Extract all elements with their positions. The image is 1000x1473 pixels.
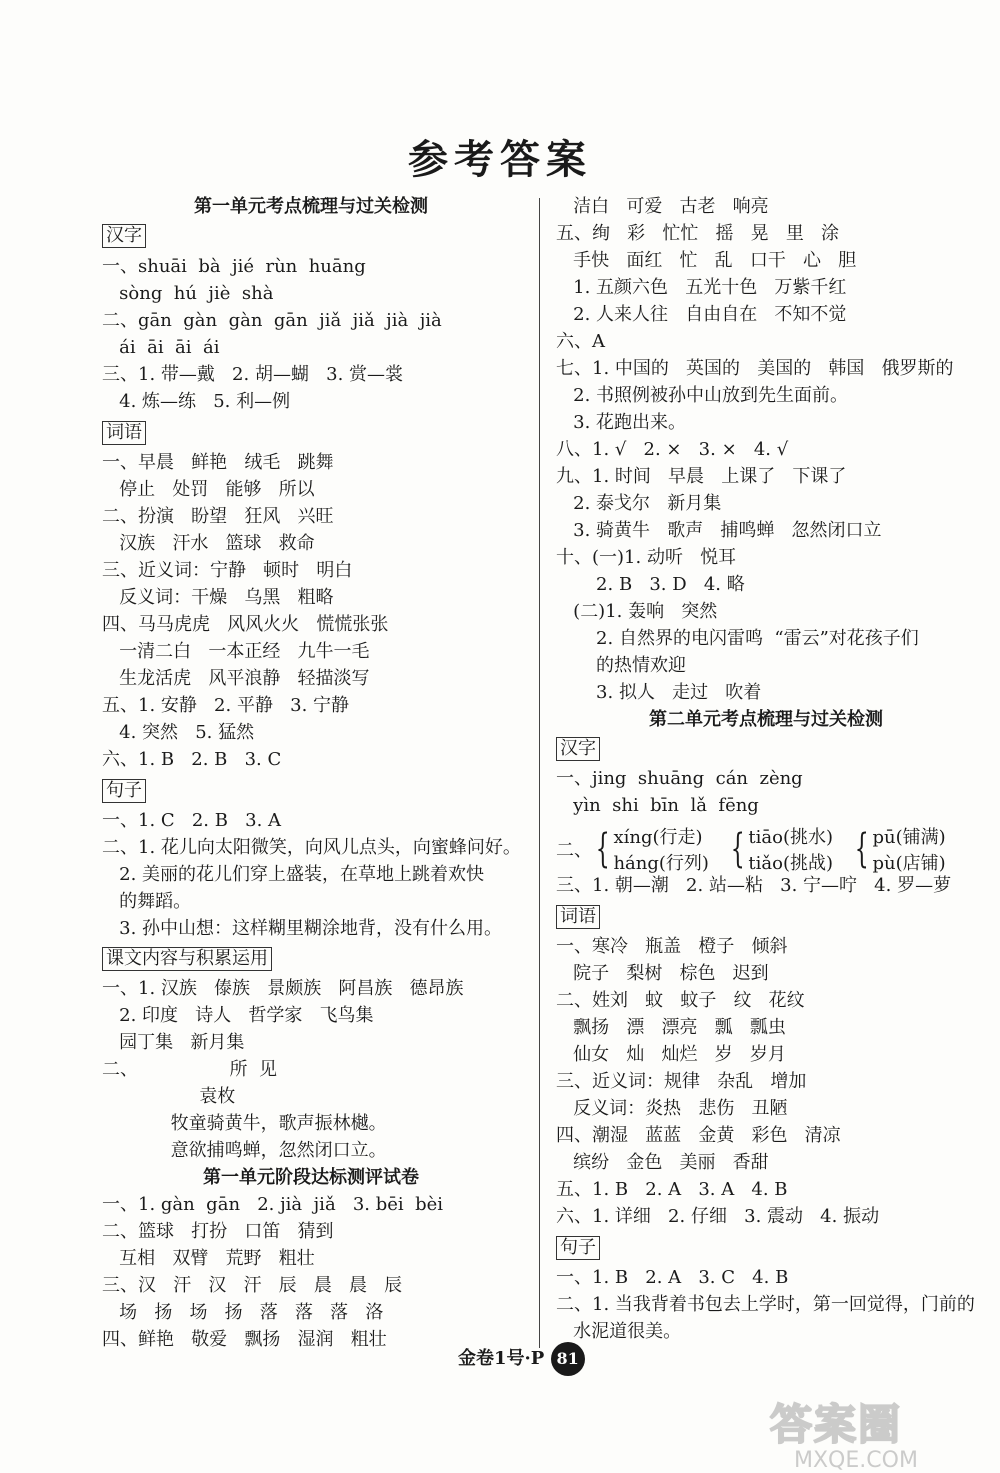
answer-line: 2. 印度 诗人 哲学家 飞鸟集	[102, 1005, 374, 1026]
watermark	[770, 1392, 980, 1473]
answer-line: 互相 双臂 荒野 粗壮	[102, 1248, 315, 1269]
footer-label: 金卷1号·P	[458, 1348, 545, 1369]
answer-line: 二、姓刘 蚊 蚊子 纹 花纹	[556, 990, 805, 1011]
answer-line: 3. 孙中山想：这样糊里糊涂地背，没有什么用。	[102, 918, 503, 939]
category-label	[556, 1236, 600, 1260]
answer-line: 一、寒冷 瓶盖 橙子 倾斜	[556, 936, 788, 957]
answer-line: 1. 五颜六色 五光十色 万紫千红	[556, 277, 847, 298]
answer-line: 二、篮球 打扮 口笛 猜到	[102, 1221, 334, 1242]
answer-line: 八、1. √ 2. × 3. × 4. √	[556, 439, 789, 460]
reading-item: xíng(行走)	[613, 827, 703, 848]
answer-line: 二、1. 当我背着书包去上学时，第一回觉得，门前的	[556, 1294, 975, 1315]
answer-line: 生龙活虎 风平浪静 轻描淡写	[102, 668, 370, 689]
category-box: 词语	[102, 421, 146, 445]
reading-pair	[872, 825, 945, 877]
answer-line: 三、汉 汗 汉 汗 辰 晨 晨 辰	[102, 1275, 403, 1296]
answer-line: 水泥道很美。	[556, 1321, 682, 1342]
answer-line: 2. 人来人往 自由自在 不知不觉	[556, 304, 847, 325]
reading-pair	[748, 825, 833, 877]
answer-line: 洁白 可爱 古老 响亮	[556, 196, 769, 217]
answer-line: 院子 梨树 棕色 迟到	[556, 963, 769, 984]
page-title: 参考答案	[408, 136, 592, 183]
answer-line: 一、shuāi bà jié rùn huāng	[102, 256, 366, 277]
answer-line: 二、扮演 盼望 狂风 兴旺	[102, 506, 334, 527]
answer-line: 三、1. 朝—潮 2. 站—粘 3. 宁—咛 4. 罗—萝	[556, 875, 952, 896]
category-label	[102, 421, 146, 445]
answer-line: 三、近义词：规律 杂乱 增加	[556, 1071, 807, 1092]
answer-line: 2. B 3. D 4. 略	[556, 574, 745, 595]
answer-line: 2. 美丽的花儿们穿上盛装，在草地上跳着欢快	[102, 864, 485, 885]
section-heading: 第一单元考点梳理与过关检测	[194, 196, 428, 217]
item-prefix: 二、	[556, 840, 592, 861]
reading-item: háng(行列)	[613, 853, 709, 874]
answer-line: 场 扬 场 扬 落 落 落 洛	[102, 1302, 384, 1323]
answer-line: 停止 处罚 能够 所以	[102, 479, 315, 500]
category-label	[102, 224, 146, 248]
answer-line: 飘扬 漂 漂亮 瓢 瓢虫	[556, 1017, 786, 1038]
answer-line	[556, 823, 964, 877]
column-divider	[539, 198, 540, 1348]
answer-line: 手快 面红 忙 乱 口干 心 胆	[556, 250, 857, 271]
answer-line: 一、1. B 2. A 3. C 4. B	[556, 1267, 789, 1288]
page-footer	[458, 1342, 585, 1376]
answer-line: 2. 自然界的电闪雷鸣 “雷云”对花孩子们	[556, 628, 919, 649]
answer-line: 的热情欢迎	[556, 655, 687, 676]
answer-line: 一、jing shuāng cán zèng	[556, 768, 803, 789]
reading-pair	[613, 825, 708, 877]
answer-line: 六、A	[556, 331, 605, 352]
answer-line: 五、绚 彩 忙忙 摇 晃 里 涂	[556, 223, 839, 244]
answer-line: 园丁集 新月集	[102, 1032, 245, 1053]
answer-line: 五、1. B 2. A 3. A 4. B	[556, 1179, 788, 1200]
answer-line: yìn shi bīn lǎ fēng	[556, 795, 759, 816]
answer-line: 二、gān gàn gàn gān jiǎ jiǎ jià jià	[102, 310, 442, 331]
answer-line: 3. 骑黄牛 歌声 捕鸣蝉 忽然闭口立	[556, 520, 882, 541]
answer-line: 汉族 汗水 篮球 救命	[102, 533, 315, 554]
category-box: 汉字	[102, 224, 146, 248]
brace-mark: {	[730, 826, 745, 872]
answer-line: 三、1. 带—戴 2. 胡—蝴 3. 赏—裳	[102, 364, 404, 385]
reading-item: tiāo(挑水)	[748, 827, 833, 848]
watermark-text: 答案圈	[770, 1400, 903, 1449]
answer-line: 意欲捕鸣蝉，忽然闭口立。	[102, 1140, 387, 1161]
answer-line: 缤纷 金色 美丽 香甜	[556, 1152, 769, 1173]
category-box: 汉字	[556, 737, 600, 761]
answer-line: 一、早晨 鲜艳 绒毛 跳舞	[102, 452, 334, 473]
answer-line: 2. 书照例被孙中山放到先生面前。	[556, 385, 849, 406]
answer-line: ái āi āi ái	[102, 337, 220, 358]
brace-mark: {	[854, 826, 869, 872]
answer-line: 六、1. 详细 2. 仔细 3. 震动 4. 振动	[556, 1206, 880, 1227]
answer-line: 牧童骑黄牛，歌声振林樾。	[102, 1113, 387, 1134]
answer-line: 一、1. 汉族 傣族 景颇族 阿昌族 德昂族	[102, 978, 464, 999]
answer-line: sòng hú jiè shà	[102, 283, 274, 304]
category-box: 句子	[556, 1236, 600, 1260]
answer-line: 3. 拟人 走过 吹着	[556, 682, 762, 703]
answer-line: (二)1. 轰响 突然	[556, 601, 718, 622]
answer-line: 一清二白 一本正经 九牛一毛	[102, 641, 370, 662]
answer-line: 仙女 灿 灿烂 岁 岁月	[556, 1044, 786, 1065]
answer-line: 4. 突然 5. 猛然	[102, 722, 255, 743]
answer-line: 的舞蹈。	[102, 891, 192, 912]
answer-line: 九、1. 时间 早晨 上课了 下课了	[556, 466, 847, 487]
reading-item: pū(铺满)	[872, 827, 946, 848]
answer-line: 二、1. 花儿向太阳微笑，向风儿点头，向蜜蜂问好。	[102, 837, 521, 858]
reading-item: tiǎo(挑战)	[748, 853, 833, 874]
section-heading: 第二单元考点梳理与过关检测	[649, 709, 883, 730]
answer-line: 2. 泰戈尔 新月集	[556, 493, 722, 514]
reading-item: pù(店铺)	[872, 853, 946, 874]
answer-line: 五、1. 安静 2. 平静 3. 宁静	[102, 695, 350, 716]
brace-mark: {	[595, 826, 610, 872]
answer-line: 3. 花跑出来。	[556, 412, 687, 433]
section-heading: 第一单元阶段达标测评试卷	[203, 1167, 419, 1188]
answer-line: 四、鲜艳 敬爱 飘扬 湿润 粗壮	[102, 1329, 387, 1350]
answer-line: 一、1. C 2. B 3. A	[102, 810, 282, 831]
category-box: 词语	[556, 905, 600, 929]
page-number: 81	[551, 1342, 585, 1376]
category-box: 句子	[102, 779, 146, 803]
answer-line: 反义词：干燥 乌黑 粗略	[102, 587, 334, 608]
answer-line: 四、潮湿 蓝蓝 金黄 彩色 清凉	[556, 1125, 841, 1146]
answer-line: 三、近义词：宁静 顿时 明白	[102, 560, 353, 581]
watermark-url: MXQE.COM	[794, 1448, 918, 1473]
answer-line: 四、马马虎虎 风风火火 慌慌张张	[102, 614, 389, 635]
answer-line: 一、1. gàn gān 2. jià jiǎ 3. bēi bèi	[102, 1194, 444, 1215]
answer-line: 反义词：炎热 悲伤 丑陋	[556, 1098, 788, 1119]
category-label	[556, 737, 600, 761]
answer-line: 4. 炼—练 5. 利—例	[102, 391, 291, 412]
answer-line: 六、1. B 2. B 3. C	[102, 749, 282, 770]
answer-line: 二、 所 见	[102, 1059, 277, 1080]
category-label	[102, 779, 146, 803]
category-box: 课文内容与积累运用	[102, 947, 272, 971]
answer-line: 七、1. 中国的 英国的 美国的 韩国 俄罗斯的	[556, 358, 954, 379]
category-label	[556, 905, 600, 929]
category-label	[102, 947, 272, 971]
answer-line: 十、(一)1. 动听 悦耳	[556, 547, 737, 568]
answer-line: 袁枚	[102, 1086, 236, 1107]
